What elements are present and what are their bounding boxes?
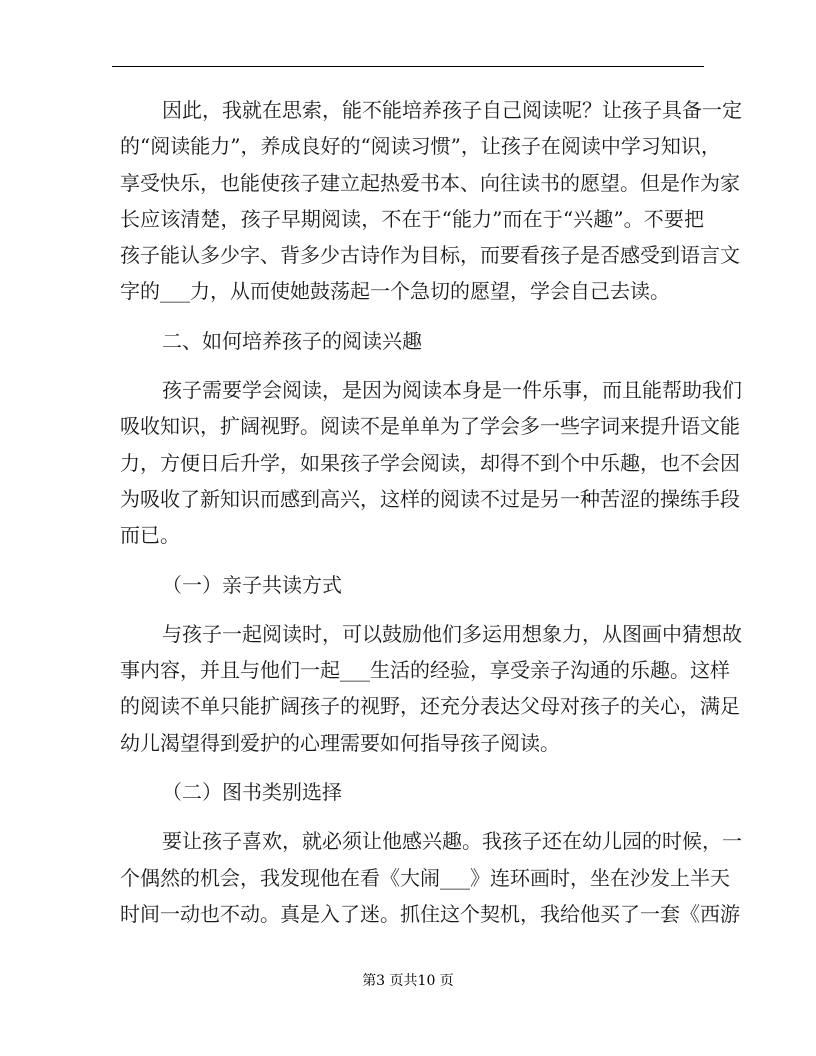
text-line: 与孩子一起阅读时，可以鼓励他们多运用想象力，从图画中猜想故 <box>162 621 742 646</box>
heading-text: （一）亲子共读方式 <box>162 572 342 597</box>
text-line: 要让孩子喜欢，就必须让他感兴趣。我孩子还在幼儿园的时候，一 <box>162 829 742 854</box>
text-line: 的阅读不单只能扩阔孩子的视野，还充分表达父母对孩子的关心，满足 <box>120 694 740 719</box>
page-number: 第3 页共10 页 <box>362 973 454 989</box>
text-line: 力，方便日后升学，如果孩子学会阅读，却得不到个中乐趣，也不会因 <box>120 450 740 475</box>
paragraph <box>120 616 742 761</box>
text-line: 享受快乐，也能使孩子建立起热爱书本、向往读书的愿望。但是作为家 <box>120 170 740 195</box>
paragraph <box>120 823 742 932</box>
text-line: 幼儿渴望得到爱护的心理需要如何指导孩子阅读。 <box>120 730 560 755</box>
document-body <box>120 92 742 932</box>
subsection-heading <box>120 774 704 810</box>
text-line: 长应该清楚，孩子早期阅读，不在于“能力”而在于“兴趣”。不要把 <box>120 206 704 231</box>
text-line: 因此，我就在思索，能不能培养孩子自己阅读呢？让孩子具备一定 <box>162 98 742 122</box>
text-line: 而已。 <box>120 523 180 548</box>
text-line: 孩子能认多少字、背多少古诗作为目标，而要看孩子是否感受到语言文 <box>120 243 740 268</box>
text-line: 的“阅读能力”，养成良好的“阅读习惯”，让孩子在阅读中学习知识， <box>120 134 721 159</box>
text-line: 字的___力，从而使她鼓荡起一个急切的愿望，学会自己去读。 <box>120 279 670 304</box>
text-line: 为吸收了新知识而感到高兴，这样的阅读不过是另一种苦涩的操练手段 <box>120 486 740 511</box>
text-line: 时间一动也不动。真是入了迷。抓住这个契机，我给他买了一套《西游 <box>120 901 740 926</box>
paragraph <box>120 92 742 310</box>
text-line: 事内容，并且与他们一起___生活的经验，享受亲子沟通的乐趣。这样 <box>120 658 730 683</box>
text-line: 吸收知识，扩阔视野。阅读不是单单为了学会多一些字词来提升语文能 <box>120 414 740 439</box>
heading-text: 二、如何培养孩子的阅读兴趣 <box>162 328 422 353</box>
header-rule <box>112 66 704 67</box>
section-heading <box>120 323 704 359</box>
heading-text: （二）图书类别选择 <box>162 780 342 805</box>
text-line: 孩子需要学会阅读，是因为阅读本身是一件乐事，而且能帮助我们 <box>162 378 742 403</box>
subsection-heading <box>120 567 704 603</box>
paragraph <box>120 372 742 553</box>
text-line: 个偶然的机会，我发现他在看《大闹___》连环画时，坐在沙发上半天 <box>120 865 730 890</box>
